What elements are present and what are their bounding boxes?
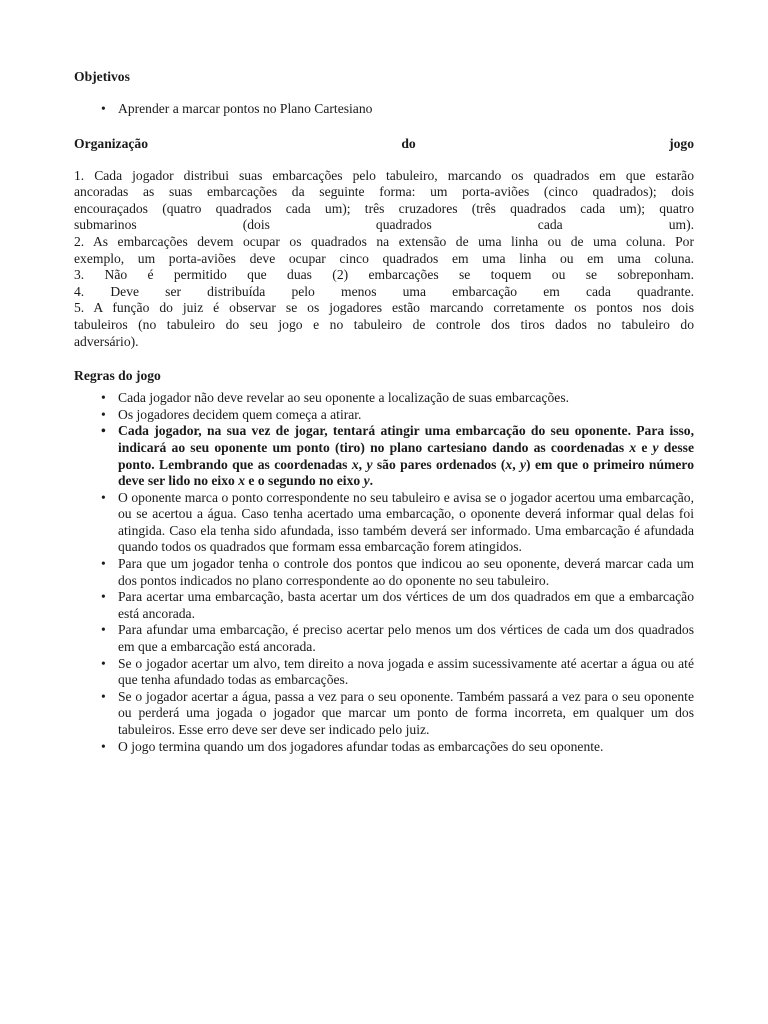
paragraph-line: ancoradas as suas embarcações da seguinte forma: um porta-aviões (cinco quadrados); dois — [74, 184, 694, 200]
paragraph-line: encouraçados (quatro quadrados cada um); três cruzadores (três quadrados cada um); quatro — [74, 200, 694, 216]
variable-y: y — [652, 439, 659, 455]
rule-text-bold — [118, 423, 694, 488]
list-item — [74, 490, 694, 556]
rule-text: Para que um jogador tenha o controle dos pontos que indicou ao seu oponente, deverá marcar cada um dos pontos indicados no plano correspondente ao do oponente no seu tabuleiro. — [118, 556, 694, 588]
paragraph-line: submarinos (dois quadrados cada um). — [74, 217, 694, 233]
heading-word: jogo — [669, 135, 694, 151]
heading-word: do — [401, 135, 416, 151]
objective-text: Aprender a marcar pontos no Plano Cartesiano — [118, 101, 373, 116]
bullet-icon: • — [101, 688, 106, 704]
bullet-icon: • — [101, 406, 106, 422]
heading-word: Organização — [74, 135, 148, 151]
text-run: , — [358, 456, 367, 472]
rule-text: O oponente marca o ponto correspondente no seu tabuleiro e avisa se o jogador acertou uma embarcação, ou se acertou a água. Caso tenha acertado uma embarcação, o oponente deverá informar qual delas foi atingida. Caso ela tenha sido afundada, isso também deverá ser informado. Uma embarcação é afundada quando todos os quadrados que formam essa embarcação forem atingidos. — [118, 489, 694, 555]
list-item — [74, 689, 694, 739]
variable-y: y — [519, 456, 527, 472]
rule-text: Para afundar uma embarcação, é preciso acertar pelo menos um dos vértices de cada um dos quadrados em que a embarcação está ancorada. — [118, 622, 694, 655]
paragraph-line: 5. A função do juiz é observar se os jogadores estão marcando corretamente os pontos nos dois — [74, 300, 694, 316]
bullet-icon: • — [101, 390, 106, 406]
list-item — [74, 423, 694, 489]
list-item — [74, 589, 694, 622]
text-run: , — [512, 456, 520, 472]
text-run: e — [636, 439, 653, 455]
paragraph-line: exemplo, um porta-aviões deve ocupar cinco quadrados em uma linha ou em uma coluna. — [74, 250, 694, 266]
rules-list — [74, 390, 694, 755]
paragraph-line: 3. Não é permitido que duas (2) embarcações se toquem ou se sobreponham. — [74, 267, 694, 283]
rule-text: Os jogadores decidem quem começa a atirar. — [118, 406, 362, 422]
rule-text: O jogo termina quando um dos jogadores afundar todas as embarcações do seu oponente. — [118, 738, 604, 754]
bullet-icon: • — [101, 655, 106, 671]
paragraph-line: 1. Cada jogador distribui suas embarcações pelo tabuleiro, marcando os quadrados em que estarão — [74, 167, 694, 183]
variable-x: x — [238, 473, 245, 489]
text-run: ) em que o primeiro número deve ser lido no eixo — [118, 456, 694, 489]
variable-y: y — [363, 473, 370, 489]
list-item — [74, 739, 694, 756]
bullet-icon: • — [101, 101, 106, 116]
rule-text: Para acertar uma embarcação, basta acertar um dos vértices de um dos quadrados em que a embarcação está ancorada. — [118, 589, 694, 621]
rule-text: Se o jogador acertar um alvo, tem direito a nova jogada e assim sucessivamente até acertar a água ou até que tenha afundado todas as embarcações. — [118, 655, 694, 688]
bullet-icon: • — [101, 423, 106, 439]
organization-body — [74, 168, 694, 351]
text-run: são pares ordenados ( — [372, 456, 506, 472]
bullet-icon: • — [101, 489, 106, 505]
rule-text: Se o jogador acertar a água, passa a vez para o seu oponente. Também passará a vez para o seu oponente ou perderá uma jogada o jogador que marcar um ponto de forma incorreta, em qualquer um dos tabuleiros. Esse erro deve ser deve ser indicado pelo juiz. — [118, 688, 694, 737]
paragraph-line: 4. Deve ser distribuída pelo menos uma embarcação em cada quadrante. — [74, 283, 694, 299]
list-item — [74, 656, 694, 689]
list-item — [74, 101, 694, 118]
section-heading-regras: Regras do jogo — [74, 368, 161, 384]
text-run: e o segundo no eixo — [245, 473, 364, 489]
text-run: Cada jogador, na sua vez de jogar, tentará atingir uma embarcação do seu oponente. Para isso, indicará ao seu oponente um ponto (tiro) no plano cartesiano dando as coordenadas — [118, 423, 694, 455]
variable-x: x — [351, 456, 359, 472]
list-item — [74, 622, 694, 655]
paragraph-line: 2. As embarcações devem ocupar os quadrados na extensão de uma linha ou de uma coluna. Por — [74, 233, 694, 249]
variable-y: y — [366, 456, 373, 472]
section-heading-objetivos: Objetivos — [74, 69, 130, 84]
bullet-icon: • — [101, 556, 106, 572]
bullet-icon: • — [101, 738, 106, 754]
variable-x: x — [505, 456, 513, 472]
objectives-list — [74, 101, 694, 118]
text-run: . — [369, 473, 374, 489]
list-item — [74, 556, 694, 589]
paragraph-line: tabuleiros (no tabuleiro do seu jogo e no tabuleiro de controle dos tiros dados no tabuleiro do — [74, 316, 694, 332]
rule-text: Cada jogador não deve revelar ao seu oponente a localização de suas embarcações. — [118, 390, 570, 406]
paragraph-line: adversário). — [74, 333, 139, 349]
variable-x: x — [629, 439, 637, 455]
list-item — [74, 407, 694, 424]
text-run: desse ponto. Lembrando que as coordenadas — [118, 439, 694, 472]
section-heading-organizacao — [74, 135, 694, 152]
bullet-icon: • — [101, 622, 106, 638]
list-item — [74, 390, 694, 407]
bullet-icon: • — [101, 589, 106, 605]
